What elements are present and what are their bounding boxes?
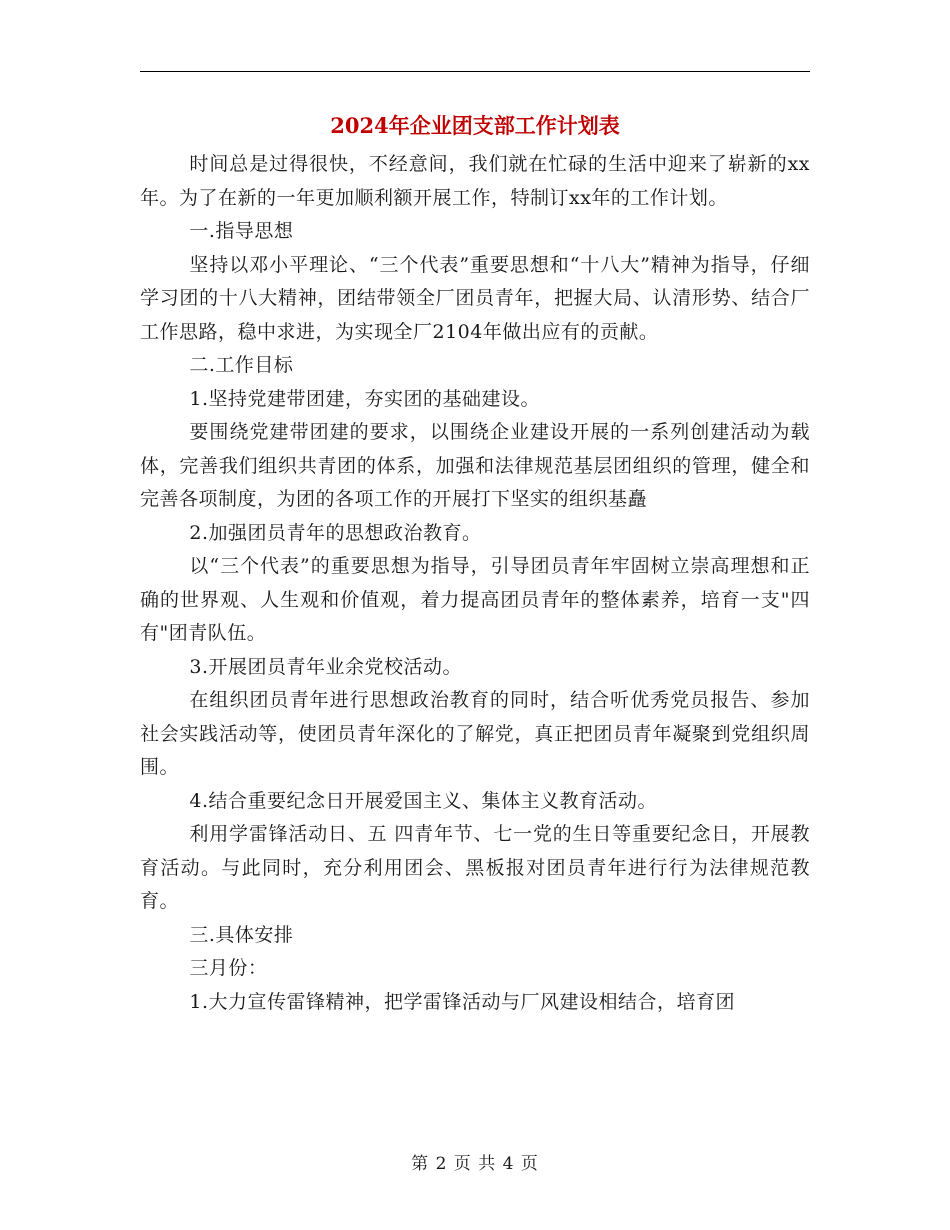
document-title: 2024年企业团支部工作计划表 <box>330 113 620 138</box>
paragraph-intro: 时间总是过得很快，不经意间，我们就在忙碌的生活中迎来了崭新的xx年。为了在新的一年更加顺利额开展工作，特制订xx年的工作计划。 <box>140 153 810 209</box>
goal-3-heading: 3.开展团员青年业余党校活动。 <box>189 655 463 678</box>
paragraph-guiding-ideology: 坚持以邓小平理论、“三个代表”重要思想和“十八大”精神为指导，仔细学习团的十八大精神，团结带领全厂团员青年，把握大局、认清形势、结合厂工作思路，稳中求进，为实现全厂2104年做出应有的贡献。 <box>140 253 810 343</box>
goal-2-body: 以“三个代表”的重要思想为指导，引导团员青年牢固树立崇高理想和正确的世界观、人生观和价值观，着力提高团员青年的整体素养，培育一支"四有"团青队伍。 <box>140 555 810 644</box>
goal-1-body: 要围绕党建带团建的要求，以围绕企业建设开展的一系列创建活动为载体，完善我们组织共青团的体系，加强和法律规范基层团组织的管理，健全和完善各项制度，为团的各项工作的开展打下坚实的组织基矗 <box>140 421 810 510</box>
goal-1-heading: 1.坚持党建带团建，夯实团的基础建设。 <box>189 387 541 410</box>
march-item-1: 1.大力宣传雷锋精神，把学雷锋活动与厂风建设相结合，培育团 <box>189 990 736 1013</box>
header-rule <box>140 71 810 72</box>
heading-work-goals: 二.工作目标 <box>189 354 294 376</box>
goal-3-body: 在组织团员青年进行思想政治教育的同时，结合听优秀党员报告、参加社会实践活动等，使团员青年深化的了解党，真正把团员青年凝聚到党组织周围。 <box>140 689 810 778</box>
heading-guiding-ideology: 一.指导思想 <box>189 220 294 242</box>
month-march-heading: 三月份： <box>189 957 268 979</box>
goal-4-body: 利用学雷锋活动日、五 四青年节、七一党的生日等重要纪念日，开展教育活动。与此同时，充分利用团会、黑板报对团员青年进行行为法律规范教育。 <box>140 823 810 912</box>
document-body <box>140 148 810 1019</box>
page-footer: 第 2 页 共 4 页 <box>411 1154 539 1174</box>
goal-2-heading: 2.加强团员青年的思想政治教育。 <box>189 521 482 544</box>
heading-specific-arrangements: 三.具体安排 <box>189 923 294 946</box>
goal-4-heading: 4.结合重要纪念日开展爱国主义、集体主义教育活动。 <box>189 789 658 812</box>
